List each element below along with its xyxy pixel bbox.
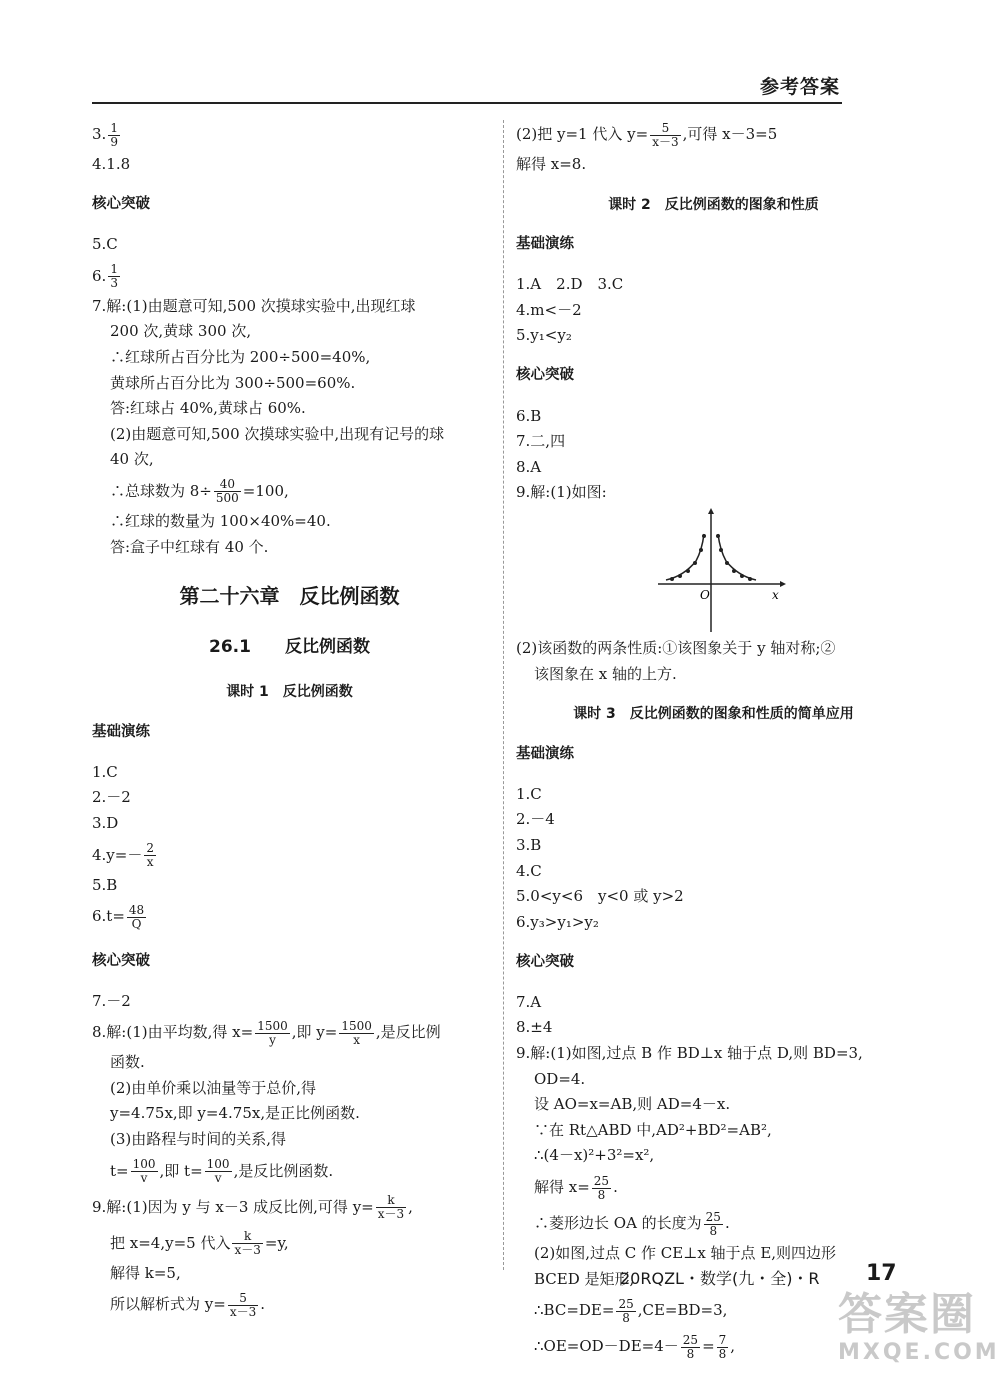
origin-label: O xyxy=(700,587,710,602)
heading-core-3: 核心突破 xyxy=(516,367,574,384)
heading-basic-2: 基础演练 xyxy=(516,236,574,253)
s-line-2: 4.m<－2 xyxy=(516,300,582,319)
function-graph xyxy=(516,506,911,636)
header-rule xyxy=(92,102,842,104)
heading-basic-3: 基础演练 xyxy=(516,745,574,762)
t-line-1: 1.C xyxy=(516,784,542,803)
basic-4: 4.y=－ $\frac{2}{x}$ xyxy=(92,841,154,869)
s-line-5: 7.二,四 xyxy=(516,432,566,451)
q7-line-b: 200 次,黄球 300 次, xyxy=(110,322,252,341)
column-divider xyxy=(503,120,504,1270)
q8-line-d: y=4.75x,即 y=4.75x,是正比例函数. xyxy=(110,1104,360,1123)
q7-line-a: 7.解:(1)由题意可知,500 次摸球实验中,出现红球 xyxy=(92,296,416,315)
s-line-6: 8.A xyxy=(516,457,542,476)
q7-line-d: 黄球所占百分比为 300÷500=60%. xyxy=(110,373,356,392)
y-axis-arrow xyxy=(708,508,714,514)
answer-5: 5.C xyxy=(92,235,118,254)
q9-line-a: 9.解:(1)因为 y 与 x－3 成反比例,可得 y= $\frac{k}{x-3}$ , xyxy=(92,1193,413,1222)
page-number: 17 xyxy=(866,1261,897,1286)
q7-line-c: ∴红球所占百分比为 200÷500=40%, xyxy=(110,347,371,366)
t-line-7: 7.A xyxy=(516,992,542,1011)
left-column xyxy=(92,116,487,1322)
chapter-title: 第二十六章 反比例函数 xyxy=(179,584,400,609)
u-line-8: (2)如图,过点 C 作 CE⊥x 轴于点 E,则四边形 xyxy=(534,1244,837,1263)
s-line-9: 该图象在 x 轴的上方. xyxy=(534,664,677,683)
basic-6: 6.t= $\frac{48}{Q}$ xyxy=(92,902,145,931)
u-line-11: ∴OE=OD－DE=4－ $\frac{25}{8}$ = $\frac{7}{8}$ , xyxy=(534,1332,736,1361)
basic-1: 1.C xyxy=(92,762,118,781)
watermark xyxy=(838,1290,1000,1365)
lesson-3-title: 课时 3 反比例函数的图象和性质的简单应用 xyxy=(573,706,854,723)
t-line-2: 2.－4 xyxy=(516,810,555,829)
t-line-4: 4.C xyxy=(516,861,542,880)
q9-line-b: 把 x=4,y=5 代入 $\frac{k}{x-3}$ =y, xyxy=(110,1229,289,1258)
s-line-1: 1.A 2.D 3.C xyxy=(516,275,624,294)
u-line-1: 9.解:(1)如图,过点 B 作 BD⊥x 轴于点 D,则 BD=3, xyxy=(516,1044,863,1063)
x-axis-arrow xyxy=(780,581,786,587)
r-line-2: 解得 x=8. xyxy=(516,155,587,173)
s-line-3: 5.y₁<y₂ xyxy=(516,326,572,345)
answer-6: 6. $\frac{1}{3}$ xyxy=(92,262,118,291)
right-column xyxy=(516,116,911,1364)
x-axis-label: x xyxy=(772,587,779,602)
q8-line-e: (3)由路程与时间的关系,得 xyxy=(110,1130,287,1149)
u-line-5: ∴(4－x)²+3²=x², xyxy=(534,1146,655,1165)
q8-line-a: 8.解:(1)由平均数,得 x= $\frac{1500}{y}$ ,即 y= $\frac{1500}{x}$ ,是反比例 xyxy=(92,1018,441,1047)
q7-line-j: 答:盒子中红球有 40 个. xyxy=(110,537,269,556)
u-line-3: 设 AO=x=AB,则 AD=4－x. xyxy=(534,1095,731,1114)
q8-line-b: 函数. xyxy=(110,1053,145,1072)
core-7: 7.－2 xyxy=(92,991,131,1010)
q7-line-g: 40 次, xyxy=(110,450,154,469)
page-header-title: 参考答案 xyxy=(759,76,840,98)
q7-line-i: ∴红球的数量为 100×40%=40. xyxy=(110,511,331,530)
t-line-8: 8.±4 xyxy=(516,1018,553,1037)
s-line-8: (2)该函数的两条性质:①该图象关于 y 轴对称;② xyxy=(516,638,836,657)
basic-5: 5.B xyxy=(92,875,118,894)
u-line-9: BCED 是矩形, xyxy=(534,1269,635,1288)
u-line-6: 解得 x= $\frac{25}{8}$ . xyxy=(534,1173,618,1202)
u-line-2: OD=4. xyxy=(534,1069,586,1088)
q7-line-f: (2)由题意可知,500 次摸球实验中,出现有记号的球 xyxy=(110,424,445,443)
heading-basic-1: 基础演练 xyxy=(92,723,150,740)
r-line-1: (2)把 y=1 代入 y= $\frac{5}{x-3}$ ,可得 x－3=5 xyxy=(516,120,778,149)
s-line-4: 6.B xyxy=(516,406,542,425)
lesson-1-title: 课时 1 反比例函数 xyxy=(226,684,353,701)
basic-2: 2.－2 xyxy=(92,788,131,807)
basic-3: 3.D xyxy=(92,813,119,832)
t-line-6: 6.y₃>y₁>y₂ xyxy=(516,912,599,931)
answer-4: 4.1.8 xyxy=(92,155,131,173)
curve-left xyxy=(666,534,704,580)
footer-code: 20RQZL・数学(九・全)・R xyxy=(620,1269,820,1288)
t-line-3: 3.B xyxy=(516,835,542,854)
u-line-4: ∵在 Rt△ABD 中,AD²+BD²=AB², xyxy=(534,1120,772,1139)
curve-right xyxy=(718,534,756,580)
q7-line-h: ∴总球数为 8÷ $\frac{40}{500}$ =100, xyxy=(110,477,289,506)
heading-core-4: 核心突破 xyxy=(516,953,574,970)
section-title: 26.1 反比例函数 xyxy=(209,637,370,658)
watermark-url: MXQE.COM xyxy=(838,1340,1000,1365)
q9-line-c: 解得 k=5, xyxy=(110,1263,181,1282)
u-line-10: ∴BC=DE= $\frac{25}{8}$ ,CE=BD=3, xyxy=(534,1296,728,1325)
answer-3: 3. $\frac{1}{9}$ xyxy=(92,120,118,149)
t-line-5: 5.0<y<6 y<0 或 y>2 xyxy=(516,887,684,906)
lesson-2-title: 课时 2 反比例函数的图象和性质 xyxy=(608,196,819,213)
heading-core-2: 核心突破 xyxy=(92,952,150,969)
q7-line-e: 答:红球占 40%,黄球占 60%. xyxy=(110,399,306,418)
watermark-logo: 答案圈 xyxy=(838,1289,976,1340)
u-line-7: ∴菱形边长 OA 的长度为 $\frac{25}{8}$ . xyxy=(534,1209,730,1238)
heading-core-1: 核心突破 xyxy=(92,196,150,213)
q8-line-c: (2)由单价乘以油量等于总价,得 xyxy=(110,1078,317,1097)
q9-line-d: 所以解析式为 y= $\frac{5}{x-3}$ . xyxy=(110,1290,265,1319)
s-line-7: 9.解:(1)如图: xyxy=(516,483,607,502)
q8-line-f: t= $\frac{100}{v}$ ,即 t= $\frac{100}{v}$ ,是反比例函数. xyxy=(110,1157,334,1186)
